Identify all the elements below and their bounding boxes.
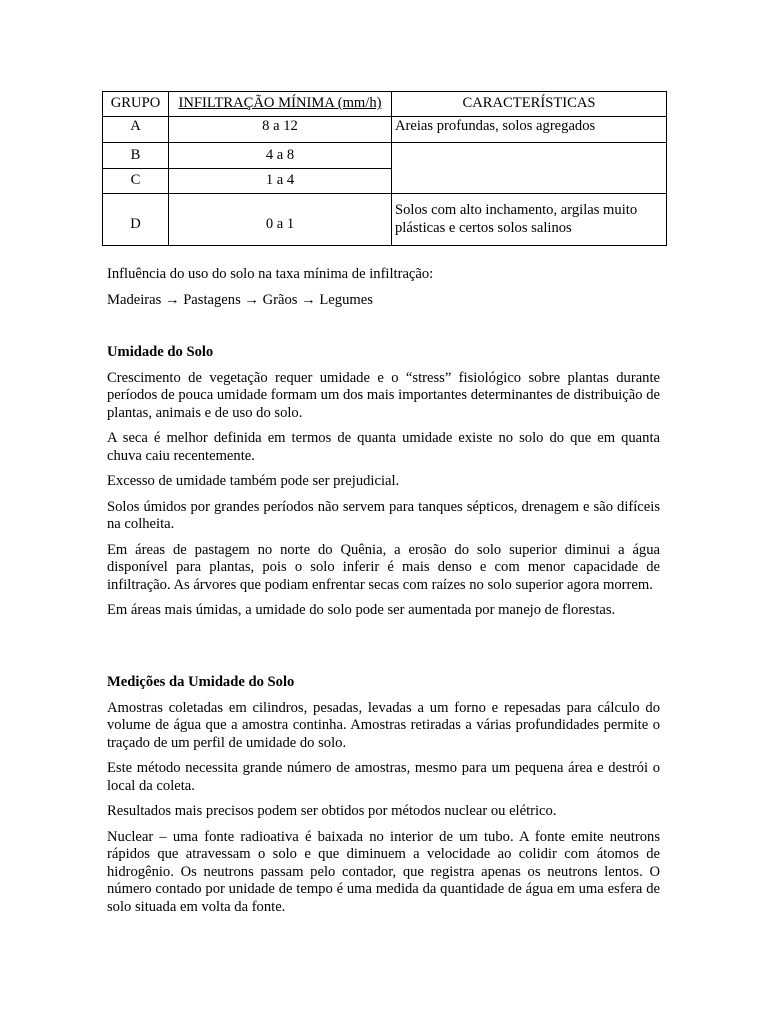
paragraph: Solos úmidos por grandes períodos não servem para tanques sépticos, drenagem e são difíceis na colheita. — [107, 498, 660, 532]
header-grupo: GRUPO — [103, 92, 169, 117]
paragraph: Excesso de umidade também pode ser prejudicial. — [107, 473, 400, 489]
cell-group: C — [103, 169, 169, 194]
cell-group: D — [103, 194, 169, 246]
paragraph: Em áreas mais úmidas, a umidade do solo pode ser aumentada por manejo de florestas. — [107, 602, 616, 618]
header-caracteristicas: CARACTERÍSTICAS — [392, 92, 667, 117]
cell-rate: 1 a 4 — [169, 169, 392, 194]
section-title: Umidade do Solo — [107, 344, 214, 360]
cell-rate: 4 a 8 — [169, 143, 392, 169]
cell-group: B — [103, 143, 169, 169]
section-title: Medições da Umidade do Solo — [107, 674, 295, 690]
table-row — [103, 117, 667, 143]
paragraph: Em áreas de pastagem no norte do Quênia, a erosão do solo superior diminui a água disponível para plantas, pois o solo inferir é mais denso e com menor capacidade de infiltração. As árvores que podiam enfrentar secas com raízes no solo superior agora morrem. — [107, 541, 660, 593]
influence-line: Influência do uso do solo na taxa mínima de infiltração: — [107, 266, 434, 282]
cell-desc-empty — [392, 143, 667, 194]
paragraph: A seca é melhor definida em termos de quanta umidade existe no solo do que em quanta chuva caiu recentemente. — [107, 430, 660, 464]
cell-rate: 8 a 12 — [169, 117, 392, 143]
paragraph: Resultados mais precisos podem ser obtidos por métodos nuclear ou elétrico. — [107, 803, 557, 819]
paragraph: Nuclear – uma fonte radioativa é baixada no interior de um tubo. A fonte emite neutrons rápidos que atravessam o solo e que diminuem a velocidade ao colidir com átomos de hidrogênio. Os neutrons passam pelo contador, que registra apenas os neutrons lentos. O número contado por unidade de tempo é uma medida da quantidade de água em uma esfera de solo situada em volta da fonte. — [107, 828, 660, 915]
table-header-row — [103, 92, 667, 117]
table-row — [103, 194, 667, 246]
infiltration-table — [102, 91, 667, 246]
cell-desc: Areias profundas, solos agregados — [392, 117, 667, 143]
section-medicoes — [107, 674, 660, 916]
paragraph: Amostras coletadas em cilindros, pesadas, levadas a um forno e repesadas para cálculo do volume de água que a amostra continha. Amostras retiradas a várias profundidades permite o traçado de um perfil de umidade do solo. — [107, 699, 660, 751]
header-infiltracao: INFILTRAÇÃO MÍNIMA (mm/h) — [169, 92, 392, 117]
cell-rate: 0 a 1 — [169, 194, 392, 246]
paragraph: Crescimento de vegetação requer umidade e o “stress” fisiológico sobre plantas durante períodos de pouca umidade formam um dos mais importantes determinantes de distribuição de plantas, animais e de uso do solo. — [107, 369, 660, 421]
section-umidade — [107, 344, 660, 620]
influence-block — [107, 266, 660, 309]
paragraph: Este método necessita grande número de amostras, mesmo para um pequena área e destrói o local da coleta. — [107, 760, 660, 794]
land-use-sequence: Madeiras → Pastagens → Grãos → Legumes — [107, 291, 373, 308]
cell-desc: Solos com alto inchamento, argilas muito plásticas e certos solos salinos — [392, 194, 667, 246]
table-row — [103, 143, 667, 169]
cell-group: A — [103, 117, 169, 143]
